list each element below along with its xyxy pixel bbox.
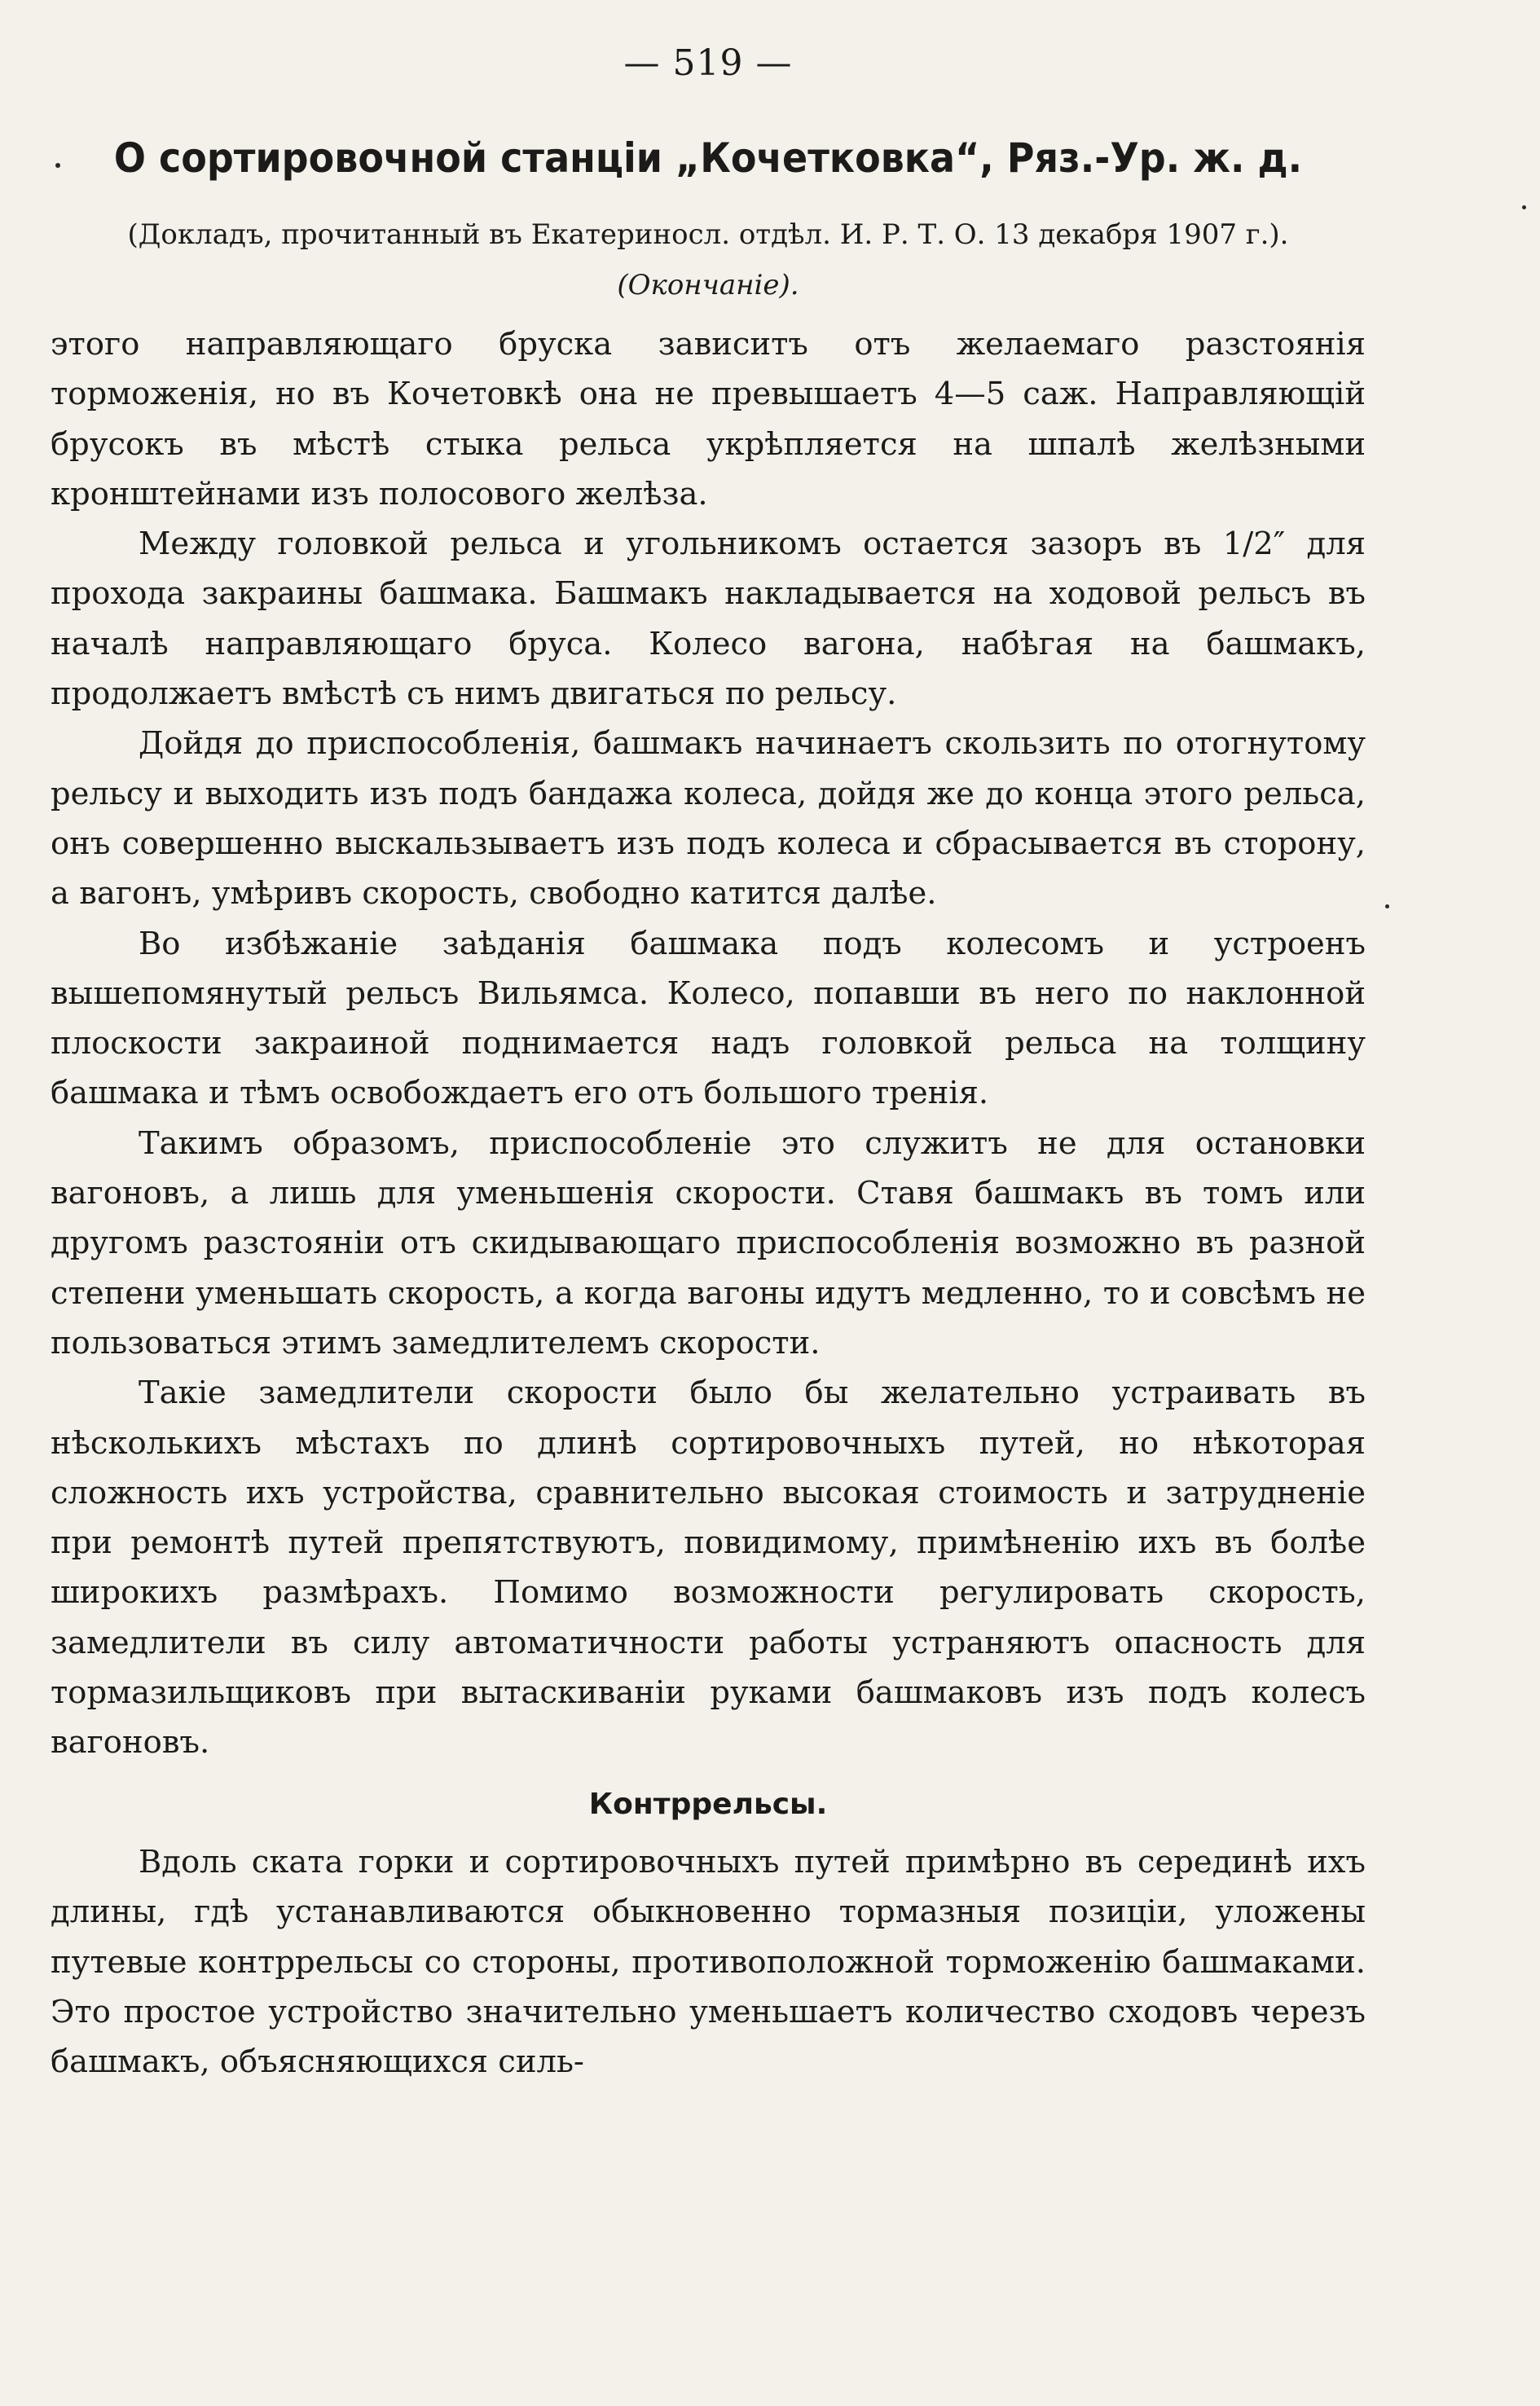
article-title: О сортировочной станціи „Кочетковка“, Ряз.-Ур. ж. д. [113, 134, 1303, 182]
paragraph: Такимъ образомъ, приспособленіе это служитъ не для остановки вагоновъ, а лишь для уменьшенія скорости. Ставя башмакъ въ томъ или другомъ разстояніи отъ скидывающаго приспособленія возможно въ разной степени уменьшать скорость, а когда вагоны идутъ медленно, то и совсѣмъ не пользоваться этимъ замедлителемъ скорости. [51, 1124, 1366, 1361]
print-speck [55, 163, 60, 168]
paragraph: Дойдя до приспособленія, башмакъ начинаетъ скользить по отогнутому рельсу и выходить изъ подъ бандажа колеса, дойдя же до конца этого рельса, онъ совершенно выскальзываетъ изъ подъ колеса и сбрасывается въ сторону, а вагонъ, умѣривъ скорость, свободно катится далѣе. [51, 725, 1366, 913]
paragraph: Такіе замедлители скорости было бы желательно устраивать въ нѣсколькихъ мѣстахъ по длинѣ сортировочныхъ путей, но нѣкоторая сложность ихъ устройства, сравнительно высокая стоимость и затрудненіе при ремонтѣ путей препятствуютъ, повидимому, примѣненію ихъ въ болѣе широкихъ размѣрахъ. Помимо возможности регулировать скорость, замедлители въ силу автоматичности работы устраняютъ опасность для тормазильщиковъ при вытаскиваніи руками башмаковъ изъ подъ колесъ вагоновъ. [51, 1375, 1366, 1762]
page-number: — 519 — [623, 42, 793, 84]
paragraph: Вдоль ската горки и сортировочныхъ путей примѣрно въ серединѣ ихъ длины, гдѣ устанавливаются обыкновенно тормазныя позиціи, уложены путевые контррельсы со стороны, противоположной торможенію башмаками. Это простое устройство значительно уменьшаетъ количество сходовъ черезъ башмакъ, объясняющихся силь- [51, 1843, 1366, 2081]
continuation-note: (Окончаніе). [617, 269, 799, 301]
paragraph: Во избѣжаніе заѣданія башмака подъ колесомъ и устроенъ вышепомянутый рельсъ Вильямса. Колесо, попавши въ него по наклонной плоскости закраиной поднимается надъ головкой рельса на толщину башмака и тѣмъ освобождаетъ его отъ большого тренія. [51, 925, 1366, 1112]
paragraph: Между головкой рельса и угольникомъ остается зазоръ въ 1/2″ для прохода закраины башмака. Башмакъ накладывается на ходовой рельсъ въ началѣ направляющаго бруса. Колесо вагона, набѣгая на башмакъ, продолжаетъ вмѣстѣ съ нимъ двигаться по рельсу. [51, 526, 1366, 713]
print-speck [1522, 205, 1526, 209]
article-body [51, 319, 1366, 2087]
section-heading: Контррельсы. [588, 1787, 828, 1821]
print-speck [1385, 904, 1389, 908]
article-subtitle: (Докладъ, прочитанный въ Екатериносл. отдѣл. И. Р. Т. О. 13 декабря 1907 г.). [127, 218, 1289, 251]
paragraph-continued: этого направляющаго бруска зависитъ отъ желаемаго разстоянія торможенія, но въ Кочетовкѣ она не превышаетъ 4—5 саж. Направляющій брусокъ въ мѣстѣ стыка рельса укрѣпляется на шпалѣ желѣзными кронштейнами изъ полосового желѣза. [51, 326, 1366, 512]
document-page [51, 0, 1366, 2406]
